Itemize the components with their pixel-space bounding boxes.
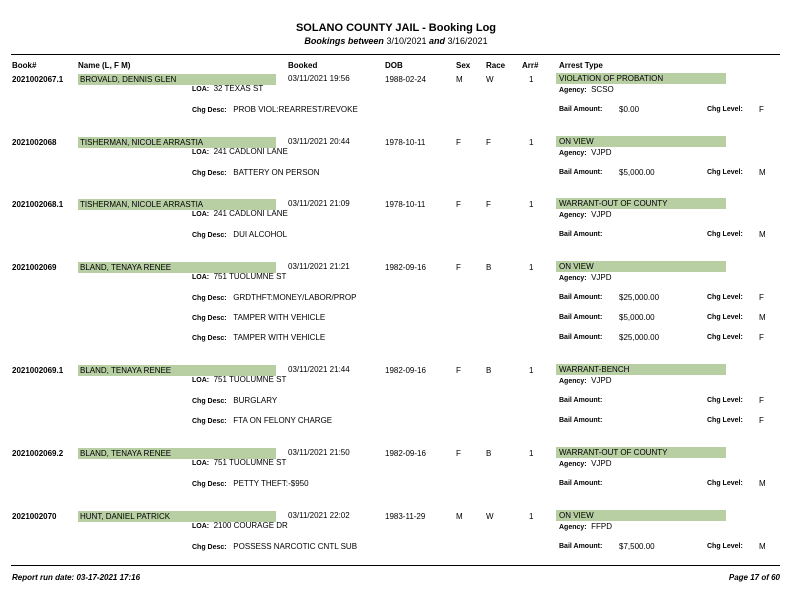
chg-desc-label: Chg Desc: [192,107,227,114]
charge-description-line [192,229,287,241]
loa-label: LOA: [192,460,210,467]
booking-record [0,511,792,581]
charge-level: M [759,313,766,322]
chg-desc-label: Chg Desc: [192,544,227,551]
report-title: SOLANO COUNTY JAIL - Booking Log [295,22,497,34]
book-number: 2021002069.1 [12,366,64,375]
agency-line [559,209,612,221]
inmate-name: TISHERMAN, NICOLE ARRASTIA [80,138,204,147]
date-to: 3/16/2021 [447,36,488,46]
charge-description-line [192,415,332,427]
chg-level-label: Chg Level: [707,169,743,176]
arrest-type: WARRANT-OUT OF COUNTY [559,448,668,457]
book-number: 2021002068.1 [12,200,64,209]
chg-desc-label: Chg Desc: [192,398,227,405]
charge-description-line [192,541,357,553]
booking-record [0,137,792,207]
loa-line [192,520,288,532]
book-number: 2021002070 [12,512,57,521]
chg-desc-label: Chg Desc: [192,481,227,488]
charge-level: M [759,479,766,488]
loa-label: LOA: [192,86,210,93]
loa-line [192,83,263,95]
arrest-number: 1 [529,512,534,521]
agency-value: VJPD [591,459,612,468]
inmate-name: BLAND, TENAYA RENEE [80,263,172,272]
date-of-birth: 1982-09-16 [385,366,426,375]
chg-desc-label: Chg Desc: [192,418,227,425]
booking-record [0,199,792,269]
inmate-name: HUNT, DANIEL PATRICK [80,512,171,521]
bail-amount: $25,000.00 [619,293,660,302]
charge-description: GRDTHFT:MONEY/LABOR/PROP [233,293,357,302]
agency-line [559,84,614,96]
arrest-type: ON VIEW [559,511,594,520]
agency-line [559,375,612,387]
charge-row [0,167,792,179]
arrest-type: VIOLATION OF PROBATION [559,74,664,83]
arrest-type: WARRANT-OUT OF COUNTY [559,199,668,208]
chg-level-label: Chg Level: [707,294,743,301]
charge-row [0,541,792,553]
col-header-name: Name (L, F M) [78,61,131,70]
chg-desc-label: Chg Desc: [192,170,227,177]
chg-desc-label: Chg Desc: [192,335,227,342]
loa-value: 32 TEXAS ST [213,84,264,93]
race-value: B [486,263,492,272]
race-value: F [486,138,491,147]
agency-label: Agency: [559,150,587,157]
col-header-dob: DOB [385,61,403,70]
loa-line [192,271,286,283]
chg-level-label: Chg Level: [707,417,743,424]
charge-description: BATTERY ON PERSON [233,168,320,177]
sex-value: F [456,449,461,458]
arrest-number: 1 [529,138,534,147]
bail-amount-label: Bail Amount: [559,543,603,550]
charge-description: PROB VIOL:REARREST/REVOKE [233,105,358,114]
and-label: and [429,36,446,46]
col-header-arr: Arr# [522,61,539,70]
booked-datetime: 03/11/2021 21:21 [288,262,350,271]
charge-level: F [759,416,764,425]
book-number: 2021002067.1 [12,75,64,84]
charge-description-line [192,332,325,344]
booking-record [0,365,792,435]
loa-value: 2100 COURAGE DR [213,521,288,530]
chg-level-label: Chg Level: [707,231,743,238]
charge-level: F [759,105,764,114]
charge-description-line [192,395,277,407]
agency-label: Agency: [559,212,587,219]
charge-description-line [192,312,325,324]
bail-amount-label: Bail Amount: [559,169,603,176]
arrest-type: WARRANT-BENCH [559,365,630,374]
bookings-between-label: Bookings between [304,36,384,46]
bail-amount-label: Bail Amount: [559,334,603,341]
bail-amount: $5,000.00 [619,313,655,322]
col-header-race: Race [486,61,506,70]
sex-value: M [456,75,463,84]
page-number: Page 17 of 60 [728,573,780,582]
agency-value: SCSO [591,85,614,94]
race-value: B [486,366,492,375]
charge-level: M [759,230,766,239]
arrest-number: 1 [529,75,534,84]
charge-description-line [192,478,309,490]
loa-value: 751 TUOLUMNE ST [213,272,287,281]
arrest-number: 1 [529,449,534,458]
loa-line [192,374,286,386]
footer-divider [11,565,780,566]
agency-line [559,458,612,470]
booked-datetime: 03/11/2021 21:44 [288,365,350,374]
date-of-birth: 1982-09-16 [385,449,426,458]
booking-record [0,74,792,144]
agency-label: Agency: [559,524,587,531]
bail-amount: $0.00 [619,105,640,114]
agency-value: VJPD [591,148,612,157]
sex-value: F [456,200,461,209]
loa-label: LOA: [192,523,210,530]
chg-desc-label: Chg Desc: [192,295,227,302]
loa-label: LOA: [192,149,210,156]
agency-line [559,147,612,159]
booking-record [0,262,792,342]
charge-level: F [759,293,764,302]
bail-amount-label: Bail Amount: [559,106,603,113]
bail-amount-label: Bail Amount: [559,397,603,404]
agency-label: Agency: [559,87,587,94]
booked-datetime: 03/11/2021 21:50 [288,448,350,457]
chg-desc-label: Chg Desc: [192,315,227,322]
race-value: W [486,512,494,521]
book-number: 2021002068 [12,138,57,147]
date-of-birth: 1983-11-29 [385,512,426,521]
book-number: 2021002069 [12,263,57,272]
charge-description: TAMPER WITH VEHICLE [233,333,326,342]
chg-level-label: Chg Level: [707,314,743,321]
sex-value: F [456,263,461,272]
col-header-book: Book# [12,61,37,70]
bail-amount-label: Bail Amount: [559,480,603,487]
loa-label: LOA: [192,211,210,218]
bail-amount-label: Bail Amount: [559,314,603,321]
col-header-sex: Sex [456,61,471,70]
agency-value: VJPD [591,376,612,385]
loa-value: 751 TUOLUMNE ST [213,375,287,384]
booked-datetime: 03/11/2021 22:02 [288,511,350,520]
agency-value: FFPD [591,522,612,531]
date-of-birth: 1978-10-11 [385,138,426,147]
report-run-date: Report run date: 03-17-2021 17:16 [12,573,141,582]
charge-level: F [759,396,764,405]
charge-level: M [759,542,766,551]
agency-value: VJPD [591,210,612,219]
agency-line [559,272,612,284]
race-value: W [486,75,494,84]
charge-level: F [759,333,764,342]
loa-label: LOA: [192,377,210,384]
loa-value: 751 TUOLUMNE ST [213,458,287,467]
charge-row [0,478,792,490]
chg-level-label: Chg Level: [707,397,743,404]
booked-datetime: 03/11/2021 21:09 [288,199,350,208]
book-number: 2021002069.2 [12,449,64,458]
charge-row [0,415,792,427]
date-of-birth: 1988-02-24 [385,75,426,84]
inmate-name: TISHERMAN, NICOLE ARRASTIA [80,200,204,209]
charge-row [0,104,792,116]
agency-label: Agency: [559,461,587,468]
inmate-name: BLAND, TENAYA RENEE [80,449,172,458]
loa-line [192,457,286,469]
booked-datetime: 03/11/2021 19:56 [288,74,350,83]
charge-description: POSSESS NARCOTIC CNTL SUB [233,542,358,551]
agency-line [559,521,612,533]
loa-line [192,146,288,158]
charge-level: M [759,168,766,177]
arrest-number: 1 [529,366,534,375]
charge-description: DUI ALCOHOL [233,230,288,239]
arrest-type: ON VIEW [559,137,594,146]
date-of-birth: 1982-09-16 [385,263,426,272]
booked-datetime: 03/11/2021 20:44 [288,137,350,146]
agency-label: Agency: [559,275,587,282]
race-value: F [486,200,491,209]
bail-amount: $7,500.00 [619,542,655,551]
loa-value: 241 CADLONI LANE [213,209,288,218]
date-from: 3/10/2021 [386,36,427,46]
charge-description-line [192,104,358,116]
charge-description: TAMPER WITH VEHICLE [233,313,326,322]
chg-level-label: Chg Level: [707,334,743,341]
arrest-number: 1 [529,200,534,209]
col-header-arrest-type: Arrest Type [559,61,603,70]
race-value: B [486,449,492,458]
sex-value: F [456,138,461,147]
arrest-number: 1 [529,263,534,272]
sex-value: F [456,366,461,375]
bail-amount: $5,000.00 [619,168,655,177]
inmate-name: BROVALD, DENNIS GLEN [80,75,177,84]
chg-level-label: Chg Level: [707,543,743,550]
charge-description: PETTY THEFT:-$950 [233,479,309,488]
agency-value: VJPD [591,273,612,282]
bail-amount: $25,000.00 [619,333,660,342]
charge-description-line [192,292,356,304]
loa-label: LOA: [192,274,210,281]
charge-description: FTA ON FELONY CHARGE [233,416,333,425]
date-of-birth: 1978-10-11 [385,200,426,209]
charge-row [0,312,792,324]
bail-amount-label: Bail Amount: [559,294,603,301]
agency-label: Agency: [559,378,587,385]
charge-description: BURGLARY [233,396,278,405]
charge-row [0,332,792,344]
chg-level-label: Chg Level: [707,480,743,487]
loa-value: 241 CADLONI LANE [213,147,288,156]
booking-record [0,448,792,518]
bail-amount-label: Bail Amount: [559,417,603,424]
charge-description-line [192,167,320,179]
charge-row [0,395,792,407]
col-header-booked: Booked [288,61,318,70]
charge-row [0,292,792,304]
chg-desc-label: Chg Desc: [192,232,227,239]
charge-row [0,229,792,241]
bail-amount-label: Bail Amount: [559,231,603,238]
arrest-type: ON VIEW [559,262,594,271]
sex-value: M [456,512,463,521]
chg-level-label: Chg Level: [707,106,743,113]
inmate-name: BLAND, TENAYA RENEE [80,366,172,375]
loa-line [192,208,288,220]
